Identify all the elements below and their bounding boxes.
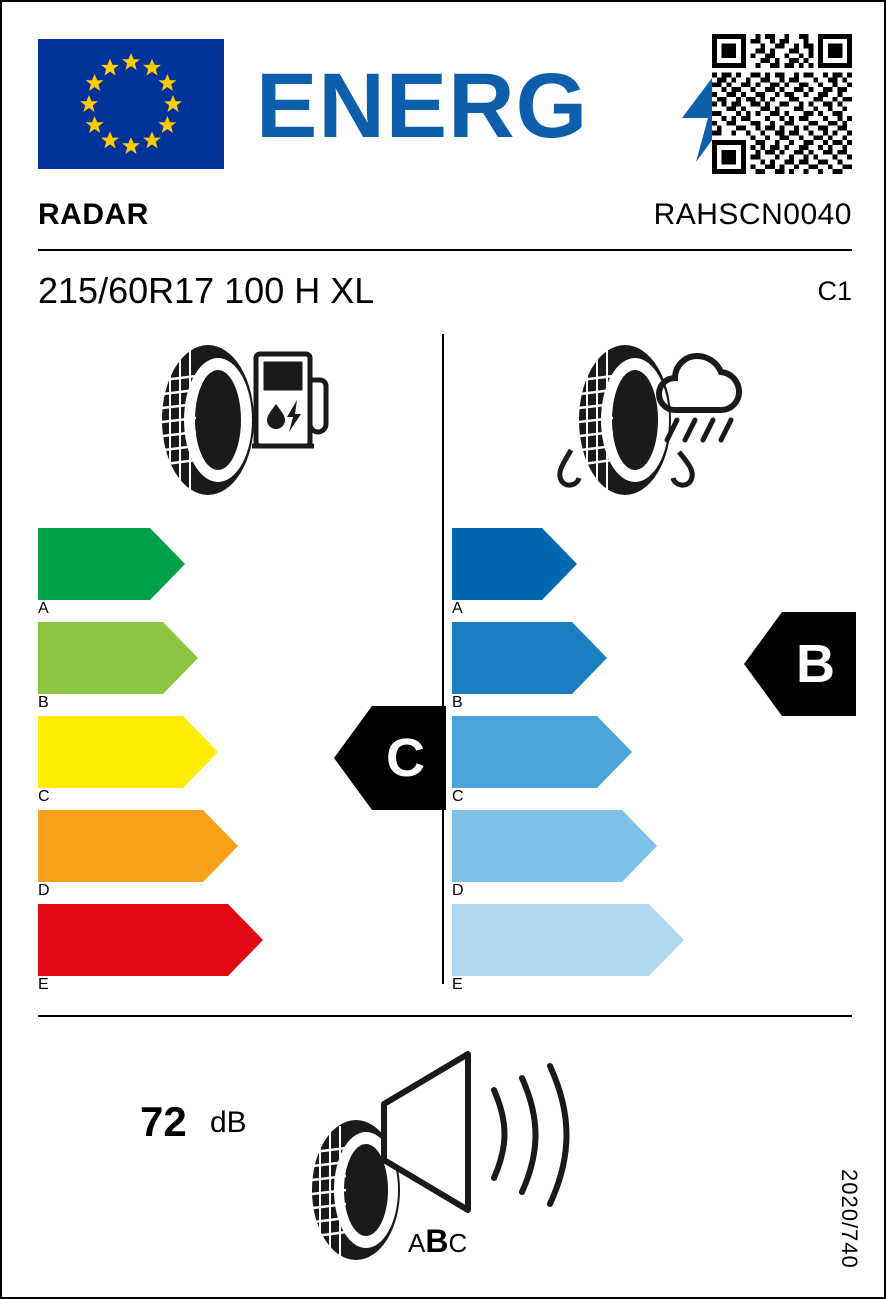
wet-result-badge [744, 612, 856, 716]
divider-bottom [38, 1015, 852, 1017]
fuel-efficiency-section [38, 332, 438, 992]
noise-section [38, 1042, 852, 1267]
noise-unit: dB [210, 1106, 247, 1139]
fuel-arrow-a [38, 528, 185, 600]
wet-result-label: B [796, 634, 835, 694]
wet-grade-row-d [452, 810, 684, 899]
regulation-reference: 2020/740 [837, 1169, 862, 1269]
wet-arrow-b [452, 622, 607, 694]
noise-class-a: A [408, 1228, 426, 1258]
noise-value: 72 [140, 1098, 187, 1145]
fuel-arrow-b [38, 622, 198, 694]
size-row [38, 270, 852, 316]
tyre-size: 215/60R17 100 H XL [38, 270, 375, 311]
wet-grade-label-a: A [452, 600, 463, 617]
fuel-grade-label-d: D [38, 882, 50, 899]
wet-arrow-d [452, 810, 657, 882]
noise-class-b: B [425, 1223, 449, 1259]
fuel-arrow-e [38, 904, 263, 976]
fuel-result-badge [334, 706, 446, 810]
fuel-grade-label-e: E [38, 976, 49, 993]
wet-grade-row-a [452, 528, 684, 617]
brand-name: RADAR [38, 198, 149, 231]
fuel-result-label: C [386, 728, 425, 788]
brand-row [38, 198, 852, 244]
tyre-fuel-pump-icon [130, 332, 330, 507]
wet-grade-label-e: E [452, 976, 463, 993]
wet-grade-label-b: B [452, 694, 463, 711]
wet-arrow-c [452, 716, 632, 788]
noise-class-c: C [448, 1228, 468, 1258]
fuel-grade-row-d [38, 810, 263, 899]
wet-arrow-e [452, 904, 684, 976]
wet-grip-section [452, 332, 852, 992]
fuel-grade-label-c: C [38, 788, 50, 805]
divider-top [38, 249, 852, 251]
label-header [38, 34, 852, 174]
fuel-grade-label-b: B [38, 694, 49, 711]
wet-grade-label-c: C [452, 788, 464, 805]
fuel-grade-row-a [38, 528, 263, 617]
fuel-arrow-c [38, 716, 218, 788]
wet-grade-row-c [452, 716, 684, 805]
eu-flag-icon [38, 39, 224, 169]
fuel-grade-row-b [38, 622, 263, 711]
tyre-rain-cloud-icon [547, 332, 767, 507]
tyre-class: C1 [817, 276, 852, 306]
wet-grade-row-e [452, 904, 684, 993]
page-title: ENERG [256, 55, 589, 157]
fuel-arrow-d [38, 810, 238, 882]
model-code: RAHSCN0040 [653, 198, 852, 231]
fuel-grade-row-c [38, 716, 263, 805]
wet-grade-scale [452, 528, 684, 998]
fuel-grade-row-e [38, 904, 263, 993]
wet-arrow-a [452, 528, 577, 600]
wet-grade-row-b [452, 622, 684, 711]
fuel-grade-label-a: A [38, 600, 49, 617]
qr-code-icon [712, 34, 852, 174]
noise-class-scale [408, 1223, 468, 1259]
fuel-grade-scale [38, 528, 263, 998]
wet-grade-label-d: D [452, 882, 464, 899]
divider-middle [442, 334, 444, 984]
